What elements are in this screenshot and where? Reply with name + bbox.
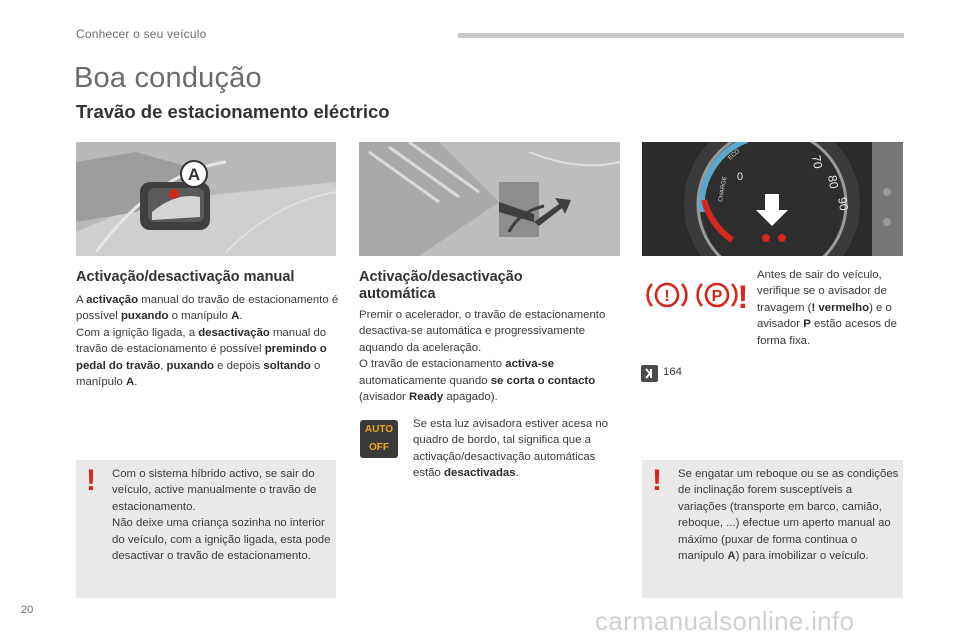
exclamation-warning-icon: [736, 278, 750, 312]
gauge-zero-label: 0: [737, 171, 744, 183]
page-title: Boa condução: [74, 62, 262, 94]
heading-automatic-activation: [359, 269, 619, 303]
header-rule: [458, 33, 904, 38]
page-reference-icon[interactable]: [641, 365, 658, 382]
gauge-eco-label: ECO: [727, 148, 742, 162]
manual-activation-text: [76, 292, 340, 390]
auto-off-icon: [360, 420, 398, 458]
warning-mark-right: !: [652, 464, 662, 497]
exclamation-warning-mark: !: [737, 279, 749, 312]
automatic-activation-text: [359, 307, 623, 405]
photo-brake-handle: [76, 142, 336, 256]
automatic-paragraph-2: O travão de estacionamento activa-se automaticamente quando se corta o contacto (avisador Ready apagado).: [359, 358, 596, 404]
heading-manual-activation: Activação/desactivação manual: [76, 269, 295, 285]
section-label: Conhecer o seu veículo: [76, 27, 207, 41]
manual-deactivation-paragraph: Com a ignição ligada, a desactivação manual do travão de estacionamento é possível premindo o pedal do travão, puxando e depois soltando o manípulo A.: [76, 326, 327, 389]
park-warning-icon: [696, 280, 738, 310]
auto-off-icon-top: AUTO: [364, 424, 394, 435]
heading-automatic-line2: automática: [359, 286, 436, 302]
park-warning-letter: P: [711, 288, 723, 305]
gauge-80-label: 80: [825, 174, 842, 190]
watermark: carmanualsonline.info: [595, 606, 855, 636]
warning-mark-left: !: [86, 464, 96, 497]
gauge-90-label: 90: [835, 196, 852, 212]
warning-box-towing: [642, 460, 903, 598]
gauge-70-label: 70: [809, 154, 826, 170]
warning-text-hybrid: Com o sistema híbrido activo, se sair do veículo, active manualmente o travão de estacionamento. Não deixe uma criança sozinha no interior do veículo, com a ignição ligada, esta pode desactivar o travão de estacionamento.: [112, 468, 331, 563]
photo-instrument-cluster: [642, 142, 903, 256]
section-title: Travão de estacionamento eléctrico: [76, 101, 390, 122]
manual-activation-paragraph: A activação manual do travão de estacionamento é possível puxando o manípulo A.: [76, 294, 339, 323]
auto-off-icon-bottom: OFF: [369, 442, 389, 453]
brake-warning-mark: !: [664, 288, 670, 305]
warning-box-hybrid: [76, 460, 336, 598]
brake-warning-icon: [646, 280, 688, 310]
auto-off-note: Se esta luz avisadora estiver acesa no quadro de bordo, tal significa que a activação/desactivação automáticas estão desactivadas.: [413, 418, 609, 480]
page-reference-number[interactable]: 164: [663, 366, 683, 378]
automatic-paragraph-1: Premir o acelerador, o travão de estacionamento desactiva-se automática e progressivamente aquando da aceleração.: [359, 309, 606, 354]
heading-automatic-line1: Activação/desactivação: [359, 269, 523, 285]
gauge-charge-label: CHARGE: [718, 176, 729, 203]
warning-text-towing: Se engatar um reboque ou se as condições de inclinação forem susceptíveis a variações (transporte em barco, camião, reboque, ...) efectue um aperto manual ao máximo (puxar de forma continua o manipulo A) para imobilizar o veículo.: [678, 468, 899, 563]
handle-label-a: A: [187, 165, 201, 184]
before-leaving-text: Antes de sair do veículo, verifique se o avisador de travagem (! vermelho) e o avisador P estão acesos de forma fixa.: [757, 269, 897, 347]
page-number: 20: [21, 604, 34, 616]
photo-accelerator: [359, 142, 620, 256]
